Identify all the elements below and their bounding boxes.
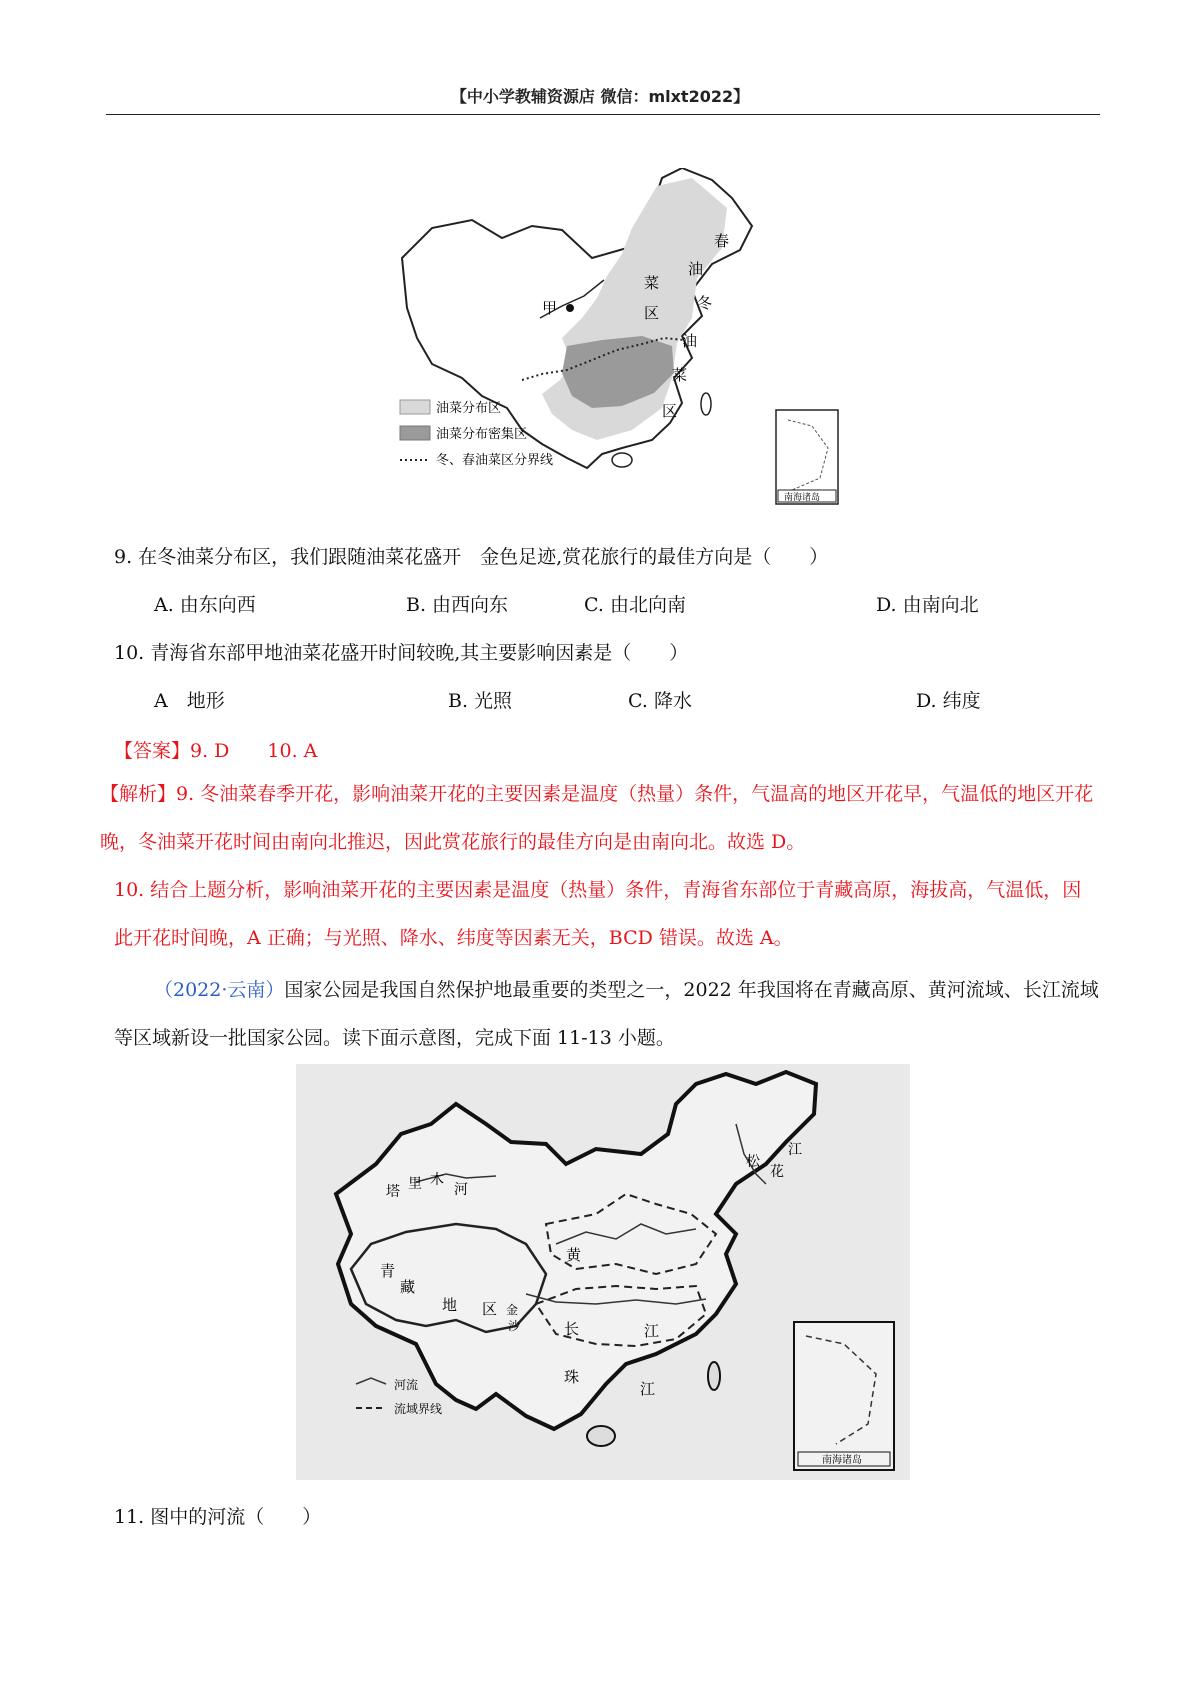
label-qu2: 区	[662, 402, 678, 420]
river-basin-map	[296, 1064, 910, 1480]
inset-frame-2	[794, 1322, 894, 1470]
answer-text: 9. D 10. A	[190, 740, 318, 762]
q9-option-b: B. 由西向东	[406, 594, 509, 616]
label-song: 松	[746, 1154, 760, 1170]
label-mu: 木	[430, 1172, 444, 1188]
label-chun: 春	[714, 232, 730, 250]
legend-swatch-distribution	[400, 400, 430, 414]
label-sha: 沙	[508, 1319, 521, 1333]
intro-paragraph	[114, 966, 1100, 1062]
label-di: 地	[442, 1296, 458, 1314]
label-chang: 长	[564, 1320, 580, 1338]
answer-line	[114, 736, 317, 763]
label-jiang3: 江	[788, 1142, 802, 1158]
label-jiang2: 江	[640, 1380, 656, 1398]
legend-boundary: 冬、春油菜区分界线	[436, 453, 554, 468]
analysis-9: 9. 冬油菜春季开花，影响油菜开花的主要因素是温度（热量）条件，气温高的地区开花早，气温低的地区开花晚，冬油菜开花时间由南向北推迟，因此赏花旅行的最佳方向是由南向北。故选 D。	[100, 783, 1094, 853]
analysis-tag: 【解析】	[100, 783, 177, 805]
q9-option-a: A. 由东向西	[154, 594, 256, 616]
label-qing: 青	[380, 1262, 396, 1280]
label-cai2: 菜	[672, 366, 688, 384]
label-jin: 金	[506, 1303, 519, 1317]
q10-option-c: C. 降水	[628, 690, 692, 712]
inset-label: 南海诸岛	[784, 493, 821, 503]
answer-tag: 【答案】	[114, 740, 191, 762]
legend-swatch-dense	[400, 426, 430, 440]
point-jia	[566, 304, 574, 312]
analysis-paragraph-1	[100, 770, 1100, 866]
legend-river: 河流	[394, 1378, 419, 1392]
label-qu: 区	[482, 1300, 498, 1318]
analysis-10: 10. 结合上题分析，影响油菜开花的主要因素是温度（热量）条件，青海省东部位于青藏高原，海拔高，气温低，因此开花时间晚，A 正确；与光照、降水、纬度等因素无关，BCD 错误。故选 A。	[114, 879, 1082, 949]
label-dong: 冬	[697, 294, 713, 312]
label-cai1: 菜	[644, 274, 660, 292]
label-qu1: 区	[644, 304, 660, 322]
legend-basin: 流域界线	[394, 1402, 443, 1416]
label-he: 河	[454, 1182, 468, 1198]
legend-distribution: 油菜分布区	[436, 401, 502, 416]
intro-text: 国家公园是我国自然保护地最重要的类型之一，2022 年我国将在青藏高原、黄河流域、长江流域等区域新设一批国家公园。读下面示意图，完成下面 11-13 小题。	[114, 979, 1099, 1049]
q10-option-d: D. 纬度	[916, 690, 981, 712]
page-header: 【中小学教辅资源店 微信：mlxt2022】	[450, 87, 750, 106]
question-10: 10. 青海省东部甲地油菜花盛开时间较晚,其主要影响因素是（ ）	[114, 642, 689, 664]
inset-label-2: 南海诸岛	[822, 1455, 862, 1466]
question-9: 9. 在冬油菜分布区，我们跟随油菜花盛开 金色足迹,赏花旅行的最佳方向是（ ）	[114, 546, 829, 568]
label-zang: 藏	[400, 1278, 416, 1296]
source-tag: （2022·云南）	[154, 979, 285, 1001]
label-you1: 油	[688, 260, 704, 278]
legend-swatch-river	[356, 1378, 386, 1384]
label-you2: 油	[682, 332, 698, 350]
label-zhu: 珠	[564, 1368, 580, 1386]
label-li: 里	[408, 1176, 422, 1192]
legend-dense: 油菜分布密集区	[436, 427, 528, 442]
question-11: 11. 图中的河流（ ）	[114, 1506, 322, 1528]
label-hua: 花	[770, 1164, 784, 1180]
label-jiang: 江	[644, 1322, 660, 1340]
q9-option-c: C. 由北向南	[584, 594, 686, 616]
label-huang: 黄	[566, 1246, 582, 1264]
q10-option-a: A 地形	[154, 690, 225, 712]
q9-option-d: D. 由南向北	[876, 594, 979, 616]
header-rule	[106, 114, 1100, 115]
q10-option-b: B. 光照	[448, 690, 513, 712]
label-jia: 甲	[542, 299, 558, 317]
label-ta: 塔	[386, 1184, 400, 1200]
rapeseed-map	[392, 168, 852, 516]
